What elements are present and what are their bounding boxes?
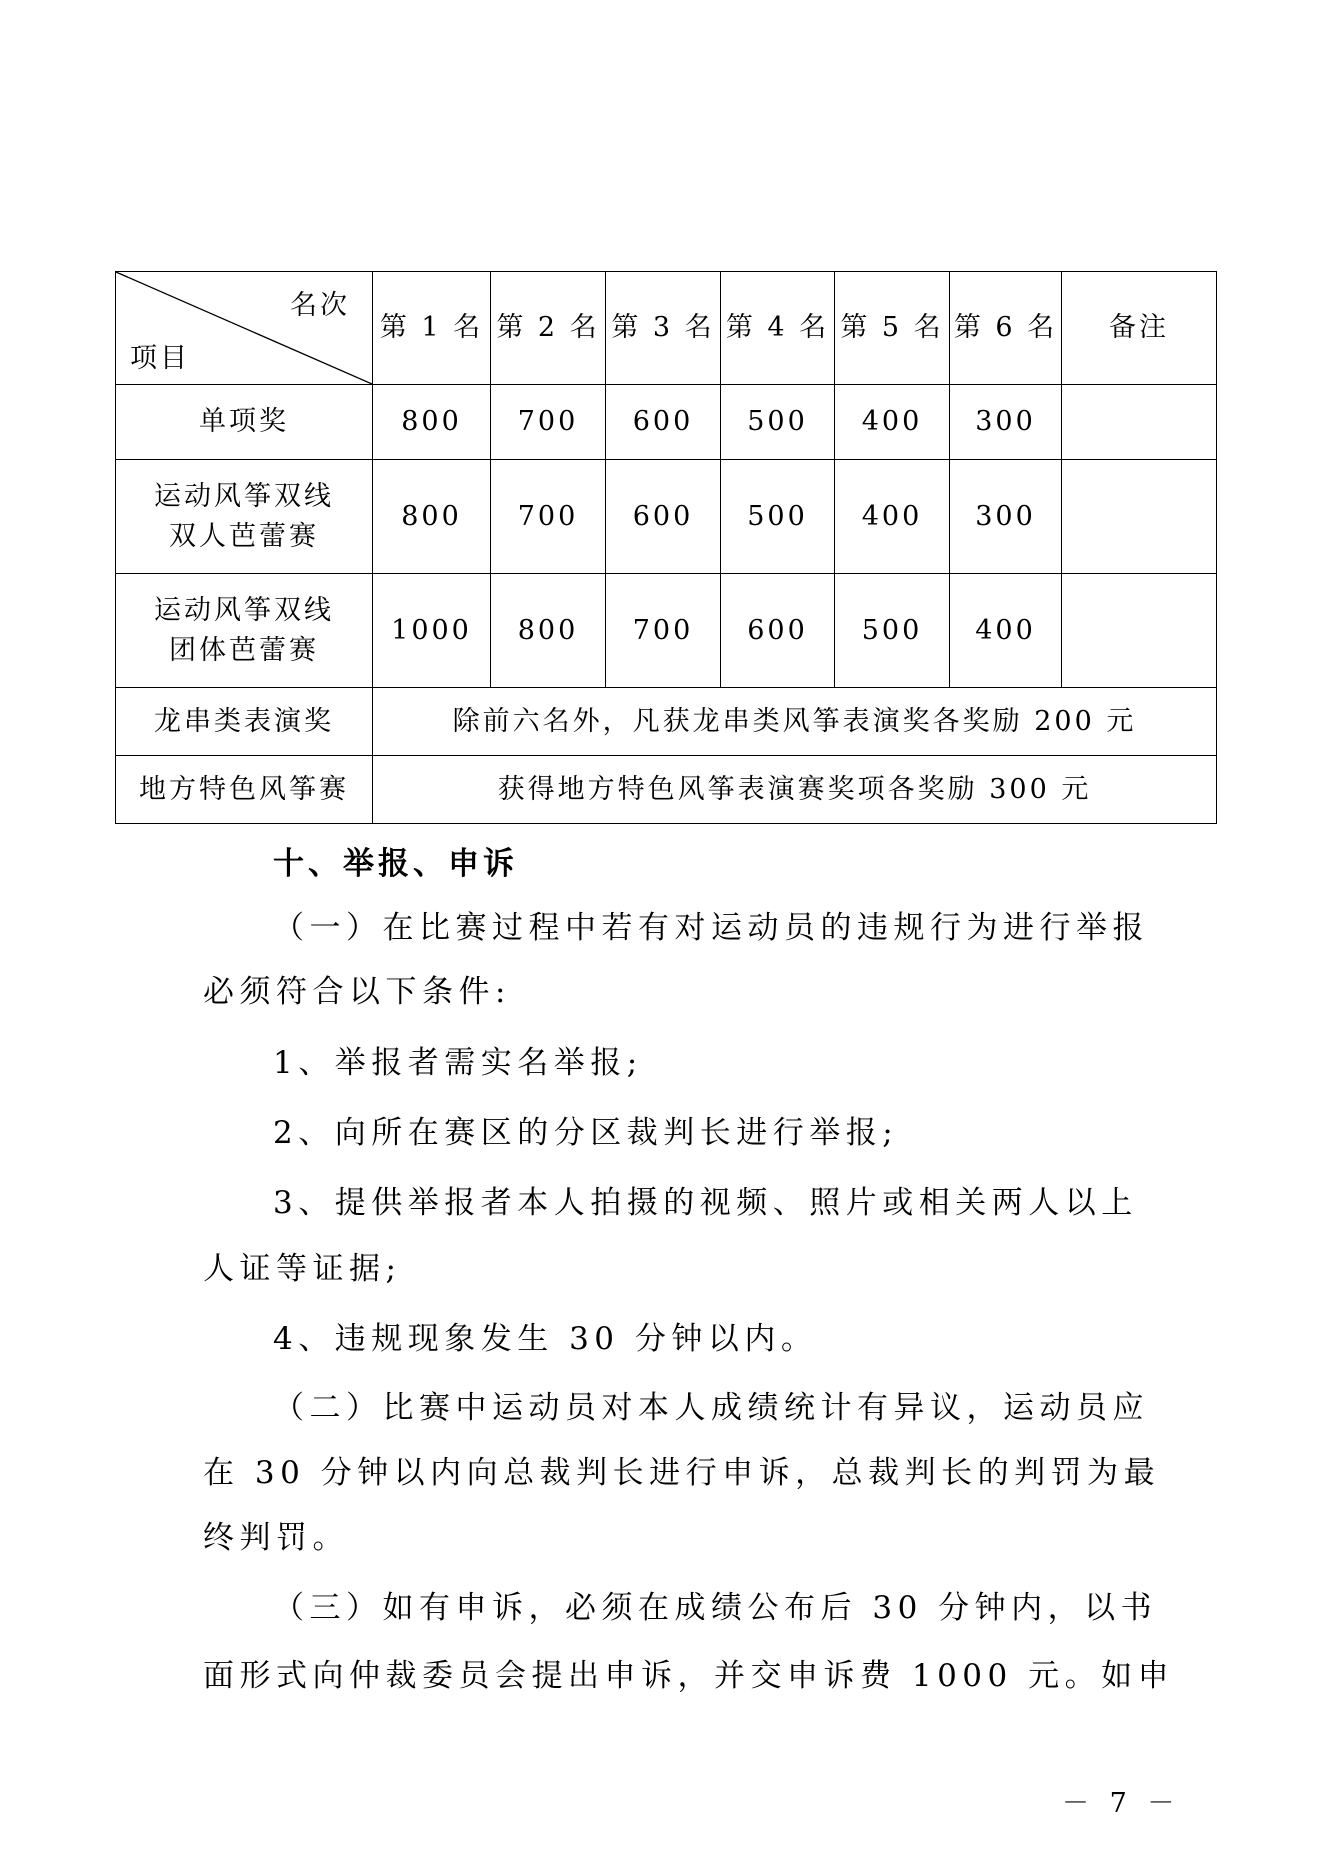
cell-value: 600 (606, 460, 721, 574)
paragraph-line: 3、提供举报者本人拍摄的视频、照片或相关两人以上 (273, 1185, 1138, 1221)
award-table (115, 271, 1217, 824)
cell-value: 500 (835, 574, 950, 688)
section-heading: 十、举报、申诉 (273, 846, 518, 882)
table-row (116, 574, 1217, 688)
cell-value: 400 (835, 385, 950, 460)
row-name-line: 团体芭蕾赛 (169, 634, 319, 666)
column-header: 第 6 名 (950, 272, 1062, 385)
row-name: 单项奖 (116, 385, 373, 460)
paragraph-line: （二）比赛中运动员对本人成绩统计有异议，运动员应 (273, 1390, 1149, 1426)
row-name (116, 460, 373, 574)
paragraph-line: 必须符合以下条件: (203, 974, 511, 1010)
paragraph-line: （一）在比赛过程中若有对运动员的违规行为进行举报 (273, 910, 1149, 946)
merged-cell-text: 获得地方特色风筝表演赛奖项各奖励 300 元 (373, 756, 1217, 824)
paragraph-line: 在 30 分钟以内向总裁判长进行申诉，总裁判长的判罚为最 (203, 1455, 1161, 1491)
cell-value: 500 (721, 460, 835, 574)
paragraph-line: 面形式向仲裁委员会提出申诉，并交申诉费 1000 元。如申 (203, 1658, 1175, 1694)
row-name-line: 运动风筝双线 (154, 595, 334, 627)
cell-value: 300 (950, 460, 1062, 574)
column-header: 第 1 名 (373, 272, 491, 385)
row-name: 龙串类表演奖 (116, 688, 373, 756)
merged-cell-text: 除前六名外，凡获龙串类风筝表演奖各奖励 200 元 (373, 688, 1217, 756)
row-name-line: 运动风筝双线 (154, 481, 334, 513)
row-name-line: 双人芭蕾赛 (169, 520, 319, 552)
table-header-row (116, 272, 1217, 385)
cell-value: 700 (606, 574, 721, 688)
column-header: 第 3 名 (606, 272, 721, 385)
cell-value: 600 (606, 385, 721, 460)
table-row-merged (116, 756, 1217, 824)
column-header: 第 5 名 (835, 272, 950, 385)
header-diagonal-cell (116, 272, 373, 385)
cell-value: 800 (373, 385, 491, 460)
table-row (116, 385, 1217, 460)
paragraph-line: 人证等证据; (203, 1251, 402, 1287)
row-name (116, 574, 373, 688)
column-header-remark: 备注 (1062, 272, 1217, 385)
cell-value: 700 (491, 385, 606, 460)
cell-value: 700 (491, 460, 606, 574)
paragraph-line: （三）如有申诉，必须在成绩公布后 30 分钟内，以书 (273, 1590, 1158, 1626)
paragraph-line: 1、举报者需实名举报; (273, 1045, 643, 1081)
column-header: 第 2 名 (491, 272, 606, 385)
rank-label: 名次 (290, 290, 350, 321)
cell-value: 400 (835, 460, 950, 574)
page-number: － 7 － (1062, 1788, 1181, 1819)
cell-remark (1062, 385, 1217, 460)
cell-remark (1062, 574, 1217, 688)
item-label: 项目 (130, 342, 190, 374)
paragraph-line: 2、向所在赛区的分区裁判长进行举报; (273, 1115, 899, 1151)
paragraph-line: 终判罚。 (203, 1520, 349, 1556)
column-header: 第 4 名 (721, 272, 835, 385)
cell-value: 400 (950, 574, 1062, 688)
cell-value: 1000 (373, 574, 491, 688)
cell-value: 800 (491, 574, 606, 688)
table-row (116, 460, 1217, 574)
cell-value: 300 (950, 385, 1062, 460)
row-name: 地方特色风筝赛 (116, 756, 373, 824)
paragraph-line: 4、违规现象发生 30 分钟以内。 (273, 1321, 818, 1357)
cell-value: 600 (721, 574, 835, 688)
cell-remark (1062, 460, 1217, 574)
cell-value: 800 (373, 460, 491, 574)
table-row-merged (116, 688, 1217, 756)
cell-value: 500 (721, 385, 835, 460)
